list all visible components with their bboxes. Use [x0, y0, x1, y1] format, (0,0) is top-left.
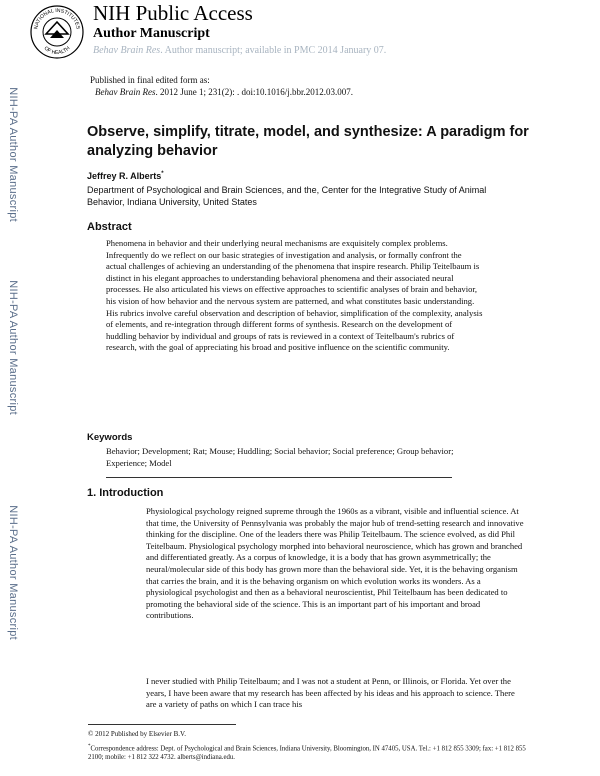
author-affiliation: Department of Psychological and Brain Sciences, and the, Center for the Integrative Study of Animal Behavior, Indiana University, United States	[87, 185, 487, 207]
seal-text-bottom: OF HEALTH	[42, 45, 72, 57]
corr-mark: *	[88, 744, 91, 749]
section-divider	[106, 477, 452, 478]
author-name-text: Jeffrey R. Alberts	[87, 171, 162, 181]
availability-journal: Behav Brain Res	[93, 45, 161, 56]
nih-seal-logo	[29, 4, 85, 60]
author-manuscript-label: Author Manuscript	[93, 26, 210, 41]
side-banner-text: NIH-PA Author Manuscript	[7, 505, 19, 640]
keywords-heading: Keywords	[87, 432, 133, 443]
seal-text-top: NATIONAL INSTITUTES	[33, 7, 81, 30]
introduction-heading: 1. Introduction	[87, 487, 164, 499]
correspondence-text: Correspondence address: Dept. of Psychological and Brain Sciences, Indiana University, Bloomington, IN 47405, USA. Tel.: +1 812 855 3309; fax: +1 812 855 2100; mobile: +1 812 322 4732. alberts@indiana.edu.	[88, 745, 526, 762]
introduction-paragraph-1: Physiological psychology reigned supreme through the 1960s as a vibrant, visible and influential science. At that time, the University of Pennsylvania was probably the major hub of trend-setting research and innovative thinking for the discipline. One of the leaders there was Philip Teitelbaum. The science evolved, as did Phil Teitelbaum. Physiological psychology morphed into behavioral neuroscience, which has grown and branched and differentiated greatly. As a corpus of knowledge, it is a body that has grown asymmetrically; the neural/molecular side of this body has grown more than the behavioral side. Yet, it is the behaving organism that carries the brain, and it is the behaving organism on which evolution works its wonders. As a physiological psychologist and then as a behavioral neuroscientist, Phil Teitelbaum has been dedicated to promoting the behavioral side of the science. This is an important part of his important and broad contributions.	[146, 506, 524, 621]
footnote-divider	[88, 724, 236, 725]
side-banner-text: NIH-PA Author Manuscript	[7, 280, 19, 415]
abstract-text: Phenomena in behavior and their underlying neural mechanisms are exquisitely complex problems. Infrequently do we reflect on our basic strategies of investigation and analysis, or formally confront the actual challenges of achieving an understanding of the phenomena that inspire research. Philip Teitelbaum is distinct in his elegant approaches to understanding behavioral phenomena and their associated neural processes. He also articulated his views on effective approaches to scientific analyses of brain and behavior, his vision of how behavior and the nervous system are patterned, and what constitutes basic understanding. His rubrics involve careful observation and description of behavior, simplification of the complexity, analysis of elements, and re-integration through different forms of synthesis. Research on the development of huddling behavior by individual and groups of rats is reviewed in a context of Teitelbaum's rubrics of research, with the goal of appreciating his broad and positive influence on the scientific community.	[106, 238, 483, 353]
availability-line	[93, 45, 386, 56]
keywords-text: Behavior; Development; Rat; Mouse; Huddling; Social behavior; Social preference; Group behavior; Experience; Model	[106, 446, 454, 468]
author-name	[87, 171, 164, 181]
correspondence-footnote	[88, 742, 528, 762]
abstract-heading: Abstract	[87, 221, 132, 233]
article-title: Observe, simplify, titrate, model, and synthesize: A paradigm for analyzing behavior	[87, 124, 529, 159]
svg-text:OF HEALTH	[43, 45, 72, 56]
side-banner-2	[4, 265, 26, 415]
side-banner-text: NIH-PA Author Manuscript	[7, 87, 19, 222]
side-banner-3	[4, 500, 26, 640]
author-mark: *	[161, 171, 164, 177]
citation-details: . 2012 June 1; 231(2): . doi:10.1016/j.bbr.2012.03.007.	[155, 87, 353, 97]
introduction-paragraph-2: I never studied with Philip Teitelbaum; and I was not a student at Penn, or Illinois, or Florida. Yet over the years, I have been aware that my research has been affected by his ideas and his approach to science. There are a variety of paths on which I can trace his	[146, 676, 515, 710]
copyright-notice: © 2012 Published by Elsevier B.V.	[88, 730, 186, 738]
availability-rest: . Author manuscript; available in PMC 2014 January 07.	[160, 45, 387, 56]
citation-line	[95, 87, 353, 97]
side-banner-1	[4, 82, 26, 222]
nih-public-access-title: NIH Public Access	[93, 1, 253, 25]
citation-journal: Behav Brain Res	[95, 87, 156, 97]
published-in-label: Published in final edited form as:	[90, 75, 210, 85]
